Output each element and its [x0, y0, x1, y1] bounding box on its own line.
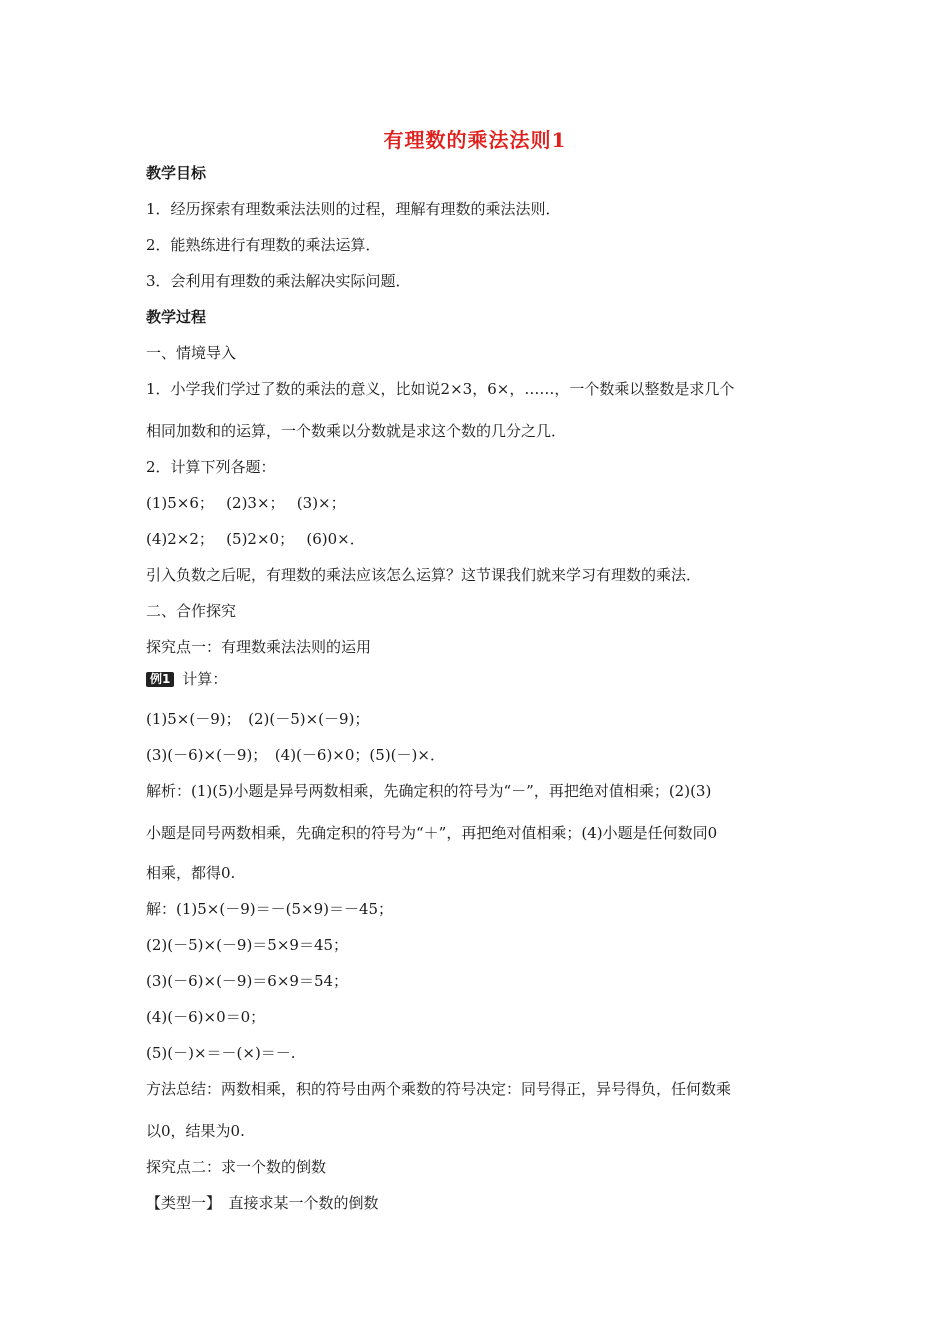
- part1-heading: 一、情境导入: [146, 344, 237, 362]
- process-heading: 教学过程: [146, 308, 207, 326]
- solution-line-1: 解：(1)5×(－9)＝－(5×9)＝－45；: [146, 900, 394, 918]
- part2-heading: 二、合作探究: [146, 602, 237, 620]
- analysis-line-3: 相乘，都得0.: [146, 864, 236, 882]
- method-summary-line-2: 以0，结果为0.: [146, 1122, 245, 1140]
- goal-item-2: 2．能熟练进行有理数的乘法运算．: [146, 236, 381, 254]
- solution-line-5: (5)(－)×＝－(×)＝－.: [146, 1044, 296, 1062]
- goal-item-1: 1．经历探索有理数乘法法则的过程，理解有理数的乘法法则．: [146, 200, 561, 218]
- type1-heading: 【类型一】 直接求某一个数的倒数: [146, 1194, 379, 1212]
- lead-paragraph: 引入负数之后呢，有理数的乘法应该怎么运算？这节课我们就来学习有理数的乘法．: [146, 566, 702, 584]
- solution-line-2: (2)(－5)×(－9)＝5×9＝45；: [146, 936, 349, 954]
- analysis-line-2: 小题是同号两数相乘，先确定积的符号为“＋”，再把绝对值相乘；(4)小题是任何数同0: [146, 824, 718, 842]
- calc-line-2: (4)2×2； (5)2×0； (6)0×．: [146, 530, 365, 548]
- example-prompt: 计算：: [182, 670, 228, 688]
- example-line-2: (3)(－6)×(－9)； (4)(－6)×0；(5)(－)×．: [146, 746, 445, 764]
- intro-paragraph-line2: 相同加数和的运算，一个数乘以分数就是求这个数的几分之几．: [146, 422, 567, 440]
- example-row: [146, 668, 826, 690]
- solution-line-4: (4)(－6)×0＝0；: [146, 1008, 266, 1026]
- calc-line-1: (1)5×6； (2)3×； (3)×；: [146, 494, 346, 512]
- point2-heading: 探究点二：求一个数的倒数: [146, 1158, 327, 1176]
- example-badge: 例1: [146, 672, 174, 687]
- intro-paragraph-line1: 1．小学我们学过了数的乘法的意义，比如说2×3，6×，……，一个数乘以整数是求几个: [146, 380, 735, 398]
- goal-item-3: 3．会利用有理数的乘法解决实际问题．: [146, 272, 411, 290]
- method-summary-line-1: 方法总结：两数相乘，积的符号由两个乘数的符号决定：同号得正，异号得负，任何数乘: [146, 1080, 732, 1098]
- analysis-line-1: 解析：(1)(5)小题是异号两数相乘，先确定积的符号为“－”，再把绝对值相乘；(2)(3): [146, 782, 712, 800]
- document-title: 有理数的乘法法则1: [383, 128, 567, 152]
- example-line-1: (1)5×(－9)； (2)(－5)×(－9)；: [146, 710, 370, 728]
- goals-heading: 教学目标: [146, 164, 207, 182]
- intro-item-2: 2．计算下列各题：: [146, 458, 276, 476]
- solution-line-3: (3)(－6)×(－9)＝6×9＝54；: [146, 972, 349, 990]
- point1-heading: 探究点一：有理数乘法法则的运用: [146, 638, 372, 656]
